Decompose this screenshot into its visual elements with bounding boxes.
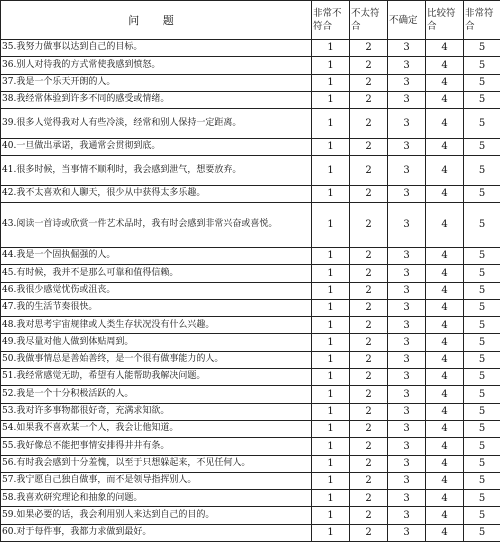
- score-option-agree[interactable]: 4: [426, 507, 464, 524]
- question-text: 49.我尽量对他人做到体贴周到。: [1, 334, 312, 351]
- score-option-uncertain[interactable]: 3: [388, 156, 426, 186]
- score-option-disagree[interactable]: 2: [350, 247, 388, 264]
- question-text: 50.我做事情总是善始善终，是一个很有做事能力的人。: [1, 351, 312, 368]
- score-option-agree[interactable]: 4: [426, 156, 464, 186]
- score-option-strongly-disagree[interactable]: 1: [312, 403, 350, 420]
- score-option-uncertain[interactable]: 3: [388, 420, 426, 437]
- score-option-agree[interactable]: 4: [426, 472, 464, 489]
- question-text: 54.如果我不喜欢某一个人，我会让他知道。: [1, 420, 312, 437]
- score-option-agree[interactable]: 4: [426, 403, 464, 420]
- header-row: [1, 1, 500, 40]
- question-text: 37.我是一个乐天开朗的人。: [1, 74, 312, 91]
- question-text: 39.很多人觉得我对人有些冷淡，经常和别人保持一定距离。: [1, 109, 312, 139]
- score-option-agree[interactable]: 4: [426, 490, 464, 507]
- question-row: [1, 403, 500, 420]
- score-option-uncertain[interactable]: 3: [388, 282, 426, 299]
- score-option-strongly-disagree[interactable]: 1: [312, 265, 350, 282]
- score-option-agree[interactable]: 4: [426, 369, 464, 386]
- score-option-strongly-disagree[interactable]: 1: [312, 40, 350, 57]
- score-option-disagree[interactable]: 2: [350, 138, 388, 155]
- score-option-uncertain[interactable]: 3: [388, 247, 426, 264]
- score-option-strongly-disagree[interactable]: 1: [312, 317, 350, 334]
- question-row: [1, 420, 500, 437]
- score-option-strongly-disagree[interactable]: 1: [312, 185, 350, 202]
- score-option-uncertain[interactable]: 3: [388, 507, 426, 524]
- score-option-uncertain[interactable]: 3: [388, 369, 426, 386]
- score-option-strongly-agree[interactable]: 5: [464, 386, 500, 403]
- score-option-agree[interactable]: 4: [426, 317, 464, 334]
- question-text: 58.我喜欢研究理论和抽象的问题。: [1, 490, 312, 507]
- score-option-uncertain[interactable]: 3: [388, 74, 426, 91]
- score-option-uncertain[interactable]: 3: [388, 57, 426, 74]
- score-option-disagree[interactable]: 2: [350, 74, 388, 91]
- score-option-uncertain[interactable]: 3: [388, 334, 426, 351]
- score-option-uncertain[interactable]: 3: [388, 109, 426, 139]
- score-option-strongly-agree[interactable]: 5: [464, 438, 500, 455]
- score-option-agree[interactable]: 4: [426, 185, 464, 202]
- score-option-agree[interactable]: 4: [426, 40, 464, 57]
- score-option-disagree[interactable]: 2: [350, 403, 388, 420]
- score-option-disagree[interactable]: 2: [350, 334, 388, 351]
- question-text: 35.我努力做事以达到自己的目标。: [1, 40, 312, 57]
- question-text: 44.我是一个固执倔强的人。: [1, 247, 312, 264]
- score-option-strongly-agree[interactable]: 5: [464, 507, 500, 524]
- score-option-agree[interactable]: 4: [426, 138, 464, 155]
- score-option-agree[interactable]: 4: [426, 438, 464, 455]
- score-option-disagree[interactable]: 2: [350, 472, 388, 489]
- score-option-uncertain[interactable]: 3: [388, 455, 426, 472]
- score-option-strongly-disagree[interactable]: 1: [312, 202, 350, 247]
- option-header-strongly-agree: 非常符合: [464, 1, 500, 40]
- question-row: [1, 455, 500, 472]
- score-option-strongly-agree[interactable]: 5: [464, 455, 500, 472]
- score-option-strongly-agree[interactable]: 5: [464, 138, 500, 155]
- score-option-disagree[interactable]: 2: [350, 317, 388, 334]
- question-text: 59.如果必要的话，我会利用别人来达到自己的目的。: [1, 507, 312, 524]
- score-option-agree[interactable]: 4: [426, 91, 464, 108]
- score-option-strongly-agree[interactable]: 5: [464, 109, 500, 139]
- score-option-strongly-disagree[interactable]: 1: [312, 74, 350, 91]
- score-option-strongly-agree[interactable]: 5: [464, 265, 500, 282]
- score-option-strongly-agree[interactable]: 5: [464, 57, 500, 74]
- score-option-strongly-disagree[interactable]: 1: [312, 438, 350, 455]
- question-row: [1, 334, 500, 351]
- score-option-strongly-agree[interactable]: 5: [464, 472, 500, 489]
- score-option-strongly-disagree[interactable]: 1: [312, 507, 350, 524]
- score-option-disagree[interactable]: 2: [350, 91, 388, 108]
- score-option-agree[interactable]: 4: [426, 57, 464, 74]
- score-option-disagree[interactable]: 2: [350, 282, 388, 299]
- score-option-disagree[interactable]: 2: [350, 265, 388, 282]
- score-option-strongly-agree[interactable]: 5: [464, 420, 500, 437]
- score-option-strongly-disagree[interactable]: 1: [312, 490, 350, 507]
- question-row: [1, 299, 500, 316]
- score-option-strongly-agree[interactable]: 5: [464, 91, 500, 108]
- score-option-strongly-agree[interactable]: 5: [464, 334, 500, 351]
- score-option-uncertain[interactable]: 3: [388, 351, 426, 368]
- question-text: 43.阅读一首诗或欣赏一件艺术品时，我有时会感到非常兴奋或喜悦。: [1, 202, 312, 247]
- score-option-agree[interactable]: 4: [426, 455, 464, 472]
- score-option-strongly-agree[interactable]: 5: [464, 524, 500, 541]
- score-option-uncertain[interactable]: 3: [388, 438, 426, 455]
- score-option-agree[interactable]: 4: [426, 351, 464, 368]
- question-column-header: 问 题: [1, 1, 312, 40]
- score-option-agree[interactable]: 4: [426, 109, 464, 139]
- score-option-uncertain[interactable]: 3: [388, 91, 426, 108]
- question-text: 45.有时候，我并不是那么可靠和值得信赖。: [1, 265, 312, 282]
- question-row: [1, 369, 500, 386]
- question-text: 60.对于每件事，我都力求做到最好。: [1, 524, 312, 541]
- score-option-agree[interactable]: 4: [426, 524, 464, 541]
- question-row: [1, 282, 500, 299]
- question-row: [1, 265, 500, 282]
- score-option-strongly-disagree[interactable]: 1: [312, 386, 350, 403]
- question-row: [1, 109, 500, 139]
- score-option-disagree[interactable]: 2: [350, 202, 388, 247]
- score-option-strongly-agree[interactable]: 5: [464, 40, 500, 57]
- score-option-agree[interactable]: 4: [426, 386, 464, 403]
- score-option-agree[interactable]: 4: [426, 334, 464, 351]
- score-option-strongly-agree[interactable]: 5: [464, 202, 500, 247]
- option-header-strongly-disagree: 非常不符合: [312, 1, 350, 40]
- score-option-disagree[interactable]: 2: [350, 299, 388, 316]
- score-option-strongly-agree[interactable]: 5: [464, 317, 500, 334]
- question-text: 53.我对许多事物都很好奇，充满求知欲。: [1, 403, 312, 420]
- score-option-strongly-agree[interactable]: 5: [464, 156, 500, 186]
- score-option-uncertain[interactable]: 3: [388, 202, 426, 247]
- question-row: [1, 57, 500, 74]
- score-option-disagree[interactable]: 2: [350, 351, 388, 368]
- question-row: [1, 317, 500, 334]
- score-option-uncertain[interactable]: 3: [388, 524, 426, 541]
- score-option-strongly-disagree[interactable]: 1: [312, 247, 350, 264]
- question-text: 48.我对思考宇宙规律或人类生存状况没有什么兴趣。: [1, 317, 312, 334]
- score-option-strongly-agree[interactable]: 5: [464, 351, 500, 368]
- score-option-agree[interactable]: 4: [426, 299, 464, 316]
- question-row: [1, 351, 500, 368]
- question-row: [1, 40, 500, 57]
- score-option-agree[interactable]: 4: [426, 282, 464, 299]
- question-rows: [1, 40, 500, 542]
- score-option-strongly-disagree[interactable]: 1: [312, 138, 350, 155]
- score-option-strongly-disagree[interactable]: 1: [312, 156, 350, 186]
- question-row: [1, 138, 500, 155]
- score-option-agree[interactable]: 4: [426, 247, 464, 264]
- score-option-agree[interactable]: 4: [426, 265, 464, 282]
- score-option-strongly-disagree[interactable]: 1: [312, 420, 350, 437]
- score-option-strongly-agree[interactable]: 5: [464, 282, 500, 299]
- score-option-disagree[interactable]: 2: [350, 369, 388, 386]
- score-option-strongly-agree[interactable]: 5: [464, 74, 500, 91]
- score-option-disagree[interactable]: 2: [350, 438, 388, 455]
- score-option-uncertain[interactable]: 3: [388, 299, 426, 316]
- score-option-uncertain[interactable]: 3: [388, 386, 426, 403]
- score-option-strongly-disagree[interactable]: 1: [312, 369, 350, 386]
- question-row: [1, 74, 500, 91]
- question-row: [1, 507, 500, 524]
- question-text: 36.别人对待我的方式常使我感到愤怒。: [1, 57, 312, 74]
- question-text: 46.我很少感觉忧伤或沮丧。: [1, 282, 312, 299]
- question-row: [1, 524, 500, 541]
- score-option-uncertain[interactable]: 3: [388, 138, 426, 155]
- score-option-disagree[interactable]: 2: [350, 455, 388, 472]
- question-row: [1, 386, 500, 403]
- score-option-disagree[interactable]: 2: [350, 40, 388, 57]
- score-option-uncertain[interactable]: 3: [388, 472, 426, 489]
- score-option-disagree[interactable]: 2: [350, 420, 388, 437]
- question-text: 40.一旦做出承诺，我通常会贯彻到底。: [1, 138, 312, 155]
- option-header-disagree: 不太符合: [350, 1, 388, 40]
- question-text: 55.我好像总不能把事情安排得井井有条。: [1, 438, 312, 455]
- score-option-disagree[interactable]: 2: [350, 156, 388, 186]
- score-option-strongly-agree[interactable]: 5: [464, 490, 500, 507]
- score-option-strongly-disagree[interactable]: 1: [312, 109, 350, 139]
- question-row: [1, 156, 500, 186]
- score-option-uncertain[interactable]: 3: [388, 317, 426, 334]
- question-text: 51.我经常感觉无助，希望有人能帮助我解决问题。: [1, 369, 312, 386]
- score-option-strongly-disagree[interactable]: 1: [312, 299, 350, 316]
- score-option-strongly-disagree[interactable]: 1: [312, 472, 350, 489]
- question-text: 41.很多时候，当事情不顺利时，我会感到泄气，想要放弃。: [1, 156, 312, 186]
- question-row: [1, 490, 500, 507]
- question-text: 42.我不太喜欢和人聊天，很少从中获得太多乐趣。: [1, 185, 312, 202]
- score-option-strongly-agree[interactable]: 5: [464, 299, 500, 316]
- score-option-uncertain[interactable]: 3: [388, 40, 426, 57]
- question-text: 47.我的生活节奏很快。: [1, 299, 312, 316]
- question-text: 56.有时我会感到十分羞愧，以至于只想躲起来，不见任何人。: [1, 455, 312, 472]
- option-header-uncertain: 不确定: [388, 1, 426, 40]
- question-text: 38.我经常体验到许多不同的感受或情绪。: [1, 91, 312, 108]
- question-text: 57.我宁愿自己独自做事，而不是领导指挥别人。: [1, 472, 312, 489]
- score-option-uncertain[interactable]: 3: [388, 265, 426, 282]
- score-option-disagree[interactable]: 2: [350, 185, 388, 202]
- question-text: 52.我是一个十分积极活跃的人。: [1, 386, 312, 403]
- question-row: [1, 91, 500, 108]
- question-row: [1, 472, 500, 489]
- question-row: [1, 202, 500, 247]
- score-option-disagree[interactable]: 2: [350, 109, 388, 139]
- score-option-strongly-disagree[interactable]: 1: [312, 91, 350, 108]
- score-option-strongly-disagree[interactable]: 1: [312, 524, 350, 541]
- score-option-disagree[interactable]: 2: [350, 490, 388, 507]
- question-row: [1, 185, 500, 202]
- question-row: [1, 247, 500, 264]
- score-option-strongly-agree[interactable]: 5: [464, 185, 500, 202]
- score-option-strongly-agree[interactable]: 5: [464, 369, 500, 386]
- score-option-uncertain[interactable]: 3: [388, 490, 426, 507]
- score-option-uncertain[interactable]: 3: [388, 403, 426, 420]
- score-option-strongly-disagree[interactable]: 1: [312, 57, 350, 74]
- score-option-strongly-disagree[interactable]: 1: [312, 282, 350, 299]
- score-option-agree[interactable]: 4: [426, 74, 464, 91]
- score-option-strongly-disagree[interactable]: 1: [312, 351, 350, 368]
- score-option-disagree[interactable]: 2: [350, 386, 388, 403]
- score-option-strongly-disagree[interactable]: 1: [312, 455, 350, 472]
- score-option-disagree[interactable]: 2: [350, 57, 388, 74]
- score-option-strongly-disagree[interactable]: 1: [312, 334, 350, 351]
- option-header-agree: 比较符合: [426, 1, 464, 40]
- score-option-strongly-agree[interactable]: 5: [464, 403, 500, 420]
- score-option-disagree[interactable]: 2: [350, 524, 388, 541]
- score-option-uncertain[interactable]: 3: [388, 185, 426, 202]
- score-option-strongly-agree[interactable]: 5: [464, 247, 500, 264]
- score-option-agree[interactable]: 4: [426, 202, 464, 247]
- question-row: [1, 438, 500, 455]
- score-option-agree[interactable]: 4: [426, 420, 464, 437]
- score-option-disagree[interactable]: 2: [350, 507, 388, 524]
